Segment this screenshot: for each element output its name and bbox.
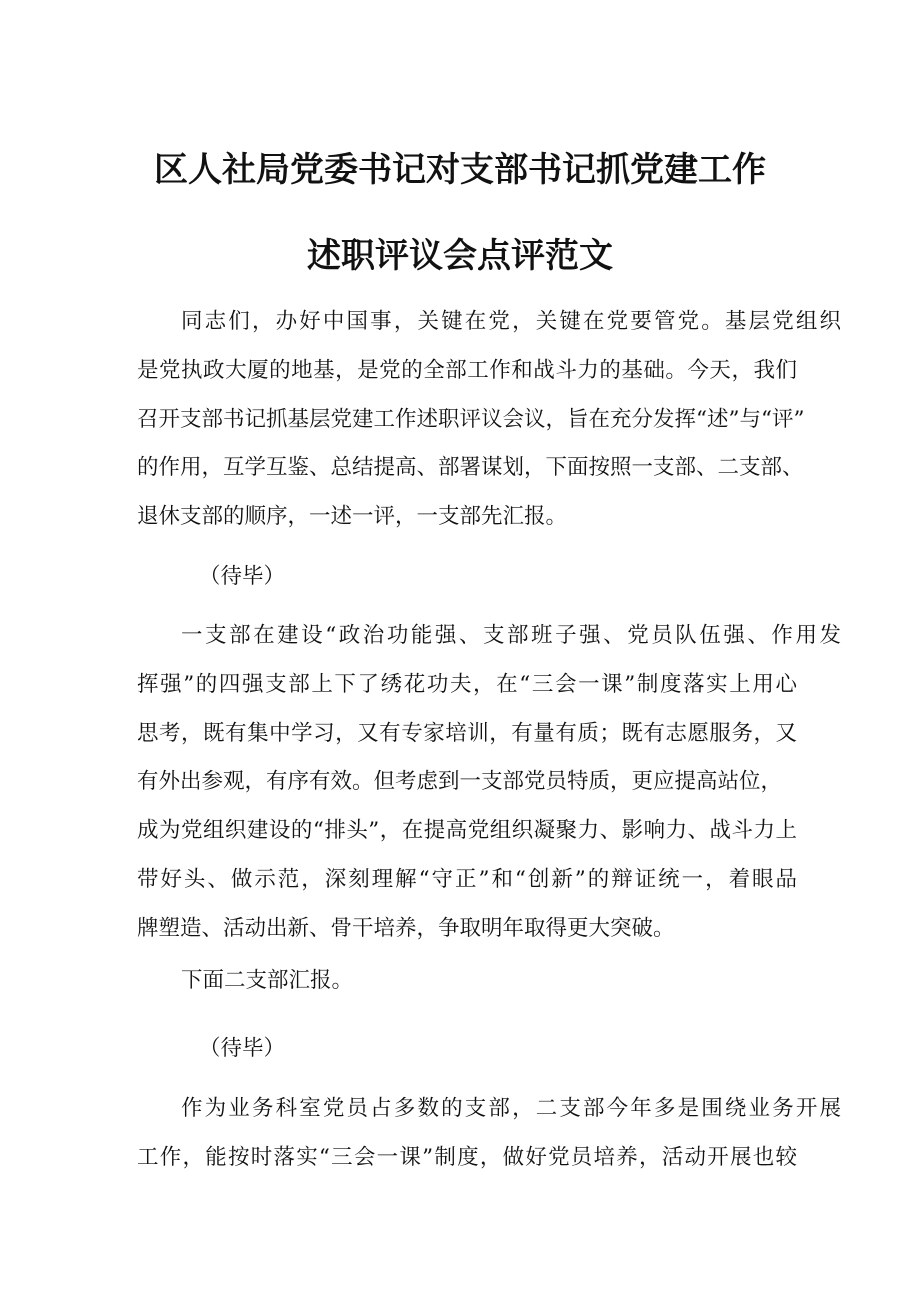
text-line: 同志们，办好中国事，关键在党，关键在党要管党。基层党组织	[181, 309, 841, 334]
paragraph-branch-one-comment	[137, 612, 841, 954]
document-title-line-2: 述职评议会点评范文	[307, 236, 613, 276]
document-title-line-1: 区人社局党委书记对支部书记抓党建工作	[154, 150, 766, 190]
text-line: 挥强”的四强支部上下了绣花功夫，在“三会一课”制度落实上用心	[137, 671, 797, 697]
pause-note-2	[137, 1025, 797, 1074]
text-line: 成为党组织建设的“排头”，在提高党组织凝聚力、影响力、战斗力上	[137, 818, 797, 844]
text-line: 工作，能按时落实“三会一课”制度，做好党员培养，活动开展也较	[137, 1144, 797, 1170]
pause-note-1	[137, 553, 797, 602]
text-line: 的作用，互学互鉴、总结提高、部署谋划，下面按照一支部、二支部、	[137, 455, 804, 481]
text-line: 一支部在建设“政治功能强、支部班子强、党员队伍强、作用发	[181, 623, 841, 648]
paragraph-next-report	[137, 957, 797, 1006]
text-line: （待毕）	[199, 564, 286, 589]
text-line: 召开支部书记抓基层党建工作述职评议会议，旨在充分发挥“述”与“评”	[137, 406, 805, 432]
text-line: （待毕）	[199, 1036, 286, 1061]
paragraph-branch-two-comment	[137, 1085, 841, 1183]
paragraph-opening	[137, 298, 841, 542]
text-line: 有外出参观，有序有效。但考虑到一支部党员特质，更应提高站位，	[137, 769, 783, 795]
text-line: 下面二支部汇报。	[181, 968, 354, 993]
text-line: 带好头、做示范，深刻理解“守正”和“创新”的辩证统一，着眼品	[137, 866, 797, 892]
text-line: 思考，既有集中学习，又有专家培训，有量有质；既有志愿服务，又	[137, 720, 797, 746]
text-line: 作为业务科室党员占多数的支部，二支部今年多是围绕业务开展	[181, 1096, 841, 1121]
text-line: 退休支部的顺序，一述一评，一支部先汇报。	[137, 504, 568, 530]
text-line: 牌塑造、活动出新、骨干培养，争取明年取得更大突破。	[137, 915, 675, 941]
text-line: 是党执政大厦的地基，是党的全部工作和战斗力的基础。今天，我们	[137, 357, 797, 383]
